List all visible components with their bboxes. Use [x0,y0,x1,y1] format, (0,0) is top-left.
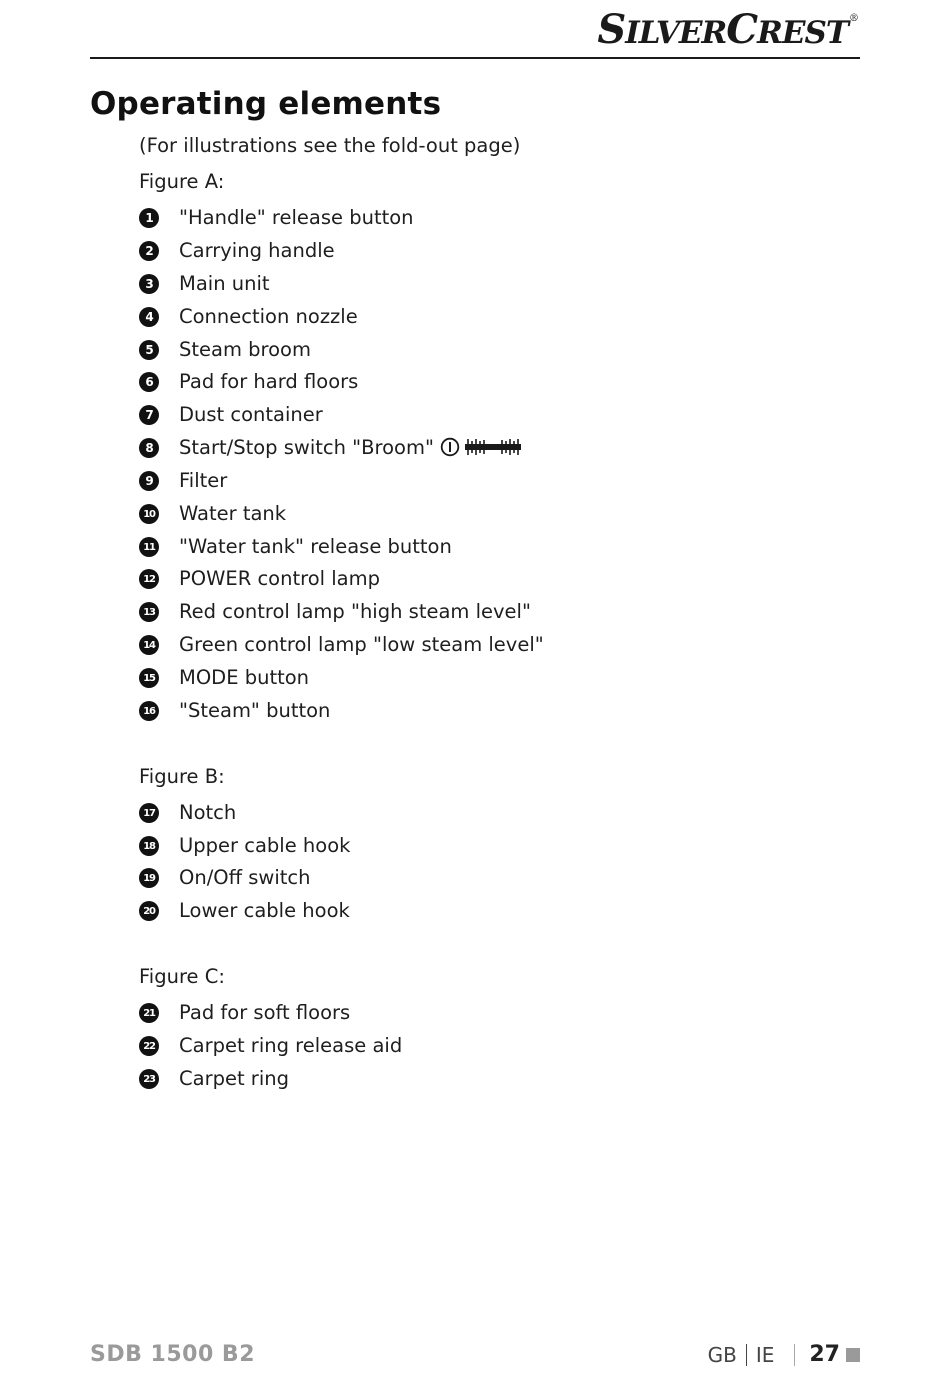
item-label: Pad for hard floors [179,370,359,393]
item-number-badge: 16 [139,701,159,721]
item-label: Upper cable hook [179,834,351,857]
divider [794,1344,795,1366]
model-number: SDB 1500 B2 [90,1342,255,1367]
item-label: Connection nozzle [179,305,358,328]
item-number-badge: 11 [139,537,159,557]
item-number-badge: 12 [139,569,159,589]
power-symbol-icon [440,437,460,457]
item-number-badge: 20 [139,901,159,921]
item-number-badge: 23 [139,1069,159,1089]
item-number-badge: 18 [139,836,159,856]
fold-out-note: (For illustrations see the fold-out page) [139,134,521,157]
figure-c-heading: Figure C: [139,965,225,988]
item-number-badge: 22 [139,1036,159,1056]
language-ie: IE [755,1342,775,1367]
page-number: 27 [809,1342,840,1367]
switch-symbols [440,437,521,457]
item-number-badge: 13 [139,602,159,622]
brand-letters: REST [757,15,848,51]
registered-mark: ® [849,13,858,24]
item-label: Filter [179,469,228,492]
item-label: Pad for soft floors [179,1001,351,1024]
item-number-badge: 4 [139,307,159,327]
item-label: Red control lamp "high steam level" [179,600,531,623]
item-label: Green control lamp "low steam level" [179,633,544,656]
item-number-badge: 3 [139,274,159,294]
item-label: Carpet ring [179,1067,289,1090]
item-label: "Handle" release button [179,206,414,229]
figure-b-heading: Figure B: [139,765,225,788]
item-label: "Water tank" release button [179,535,452,558]
item-number-badge: 8 [139,438,159,458]
item-label: Lower cable hook [179,899,350,922]
item-number-badge: 21 [139,1003,159,1023]
footer-page-info [708,1342,860,1367]
item-label: Start/Stop switch "Broom" [179,436,434,459]
item-number-badge: 15 [139,668,159,688]
item-label: Main unit [179,272,270,295]
item-label: Notch [179,801,237,824]
brand-logo [597,6,858,53]
item-label: "Steam" button [179,699,331,722]
language-gb: GB [707,1342,737,1367]
item-number-badge: 6 [139,372,159,392]
item-number-badge: 1 [139,208,159,228]
item-label: MODE button [179,666,310,689]
brand-letter: S [597,6,626,53]
item-number-badge: 2 [139,241,159,261]
brand-letter: C [726,6,758,53]
item-label: POWER control lamp [179,567,380,590]
broom-brush-icon [465,438,521,456]
item-number-badge: 9 [139,471,159,491]
item-label: Carrying handle [179,239,335,262]
item-number-badge: 14 [139,635,159,655]
figure-a-heading: Figure A: [139,170,225,193]
item-number-badge: 19 [139,868,159,888]
divider [746,1344,747,1366]
item-label: Steam broom [179,338,311,361]
item-label: On/Off switch [179,866,311,889]
page-title: Operating elements [90,86,442,122]
item-label: Carpet ring release aid [179,1034,403,1057]
item-number-badge: 7 [139,405,159,425]
item-number-badge: 17 [139,803,159,823]
item-row-start-stop [179,436,521,460]
brand-letters: ILVER [625,15,727,51]
page-marker-square [846,1348,860,1362]
header-rule [90,57,860,59]
item-number-badge: 10 [139,504,159,524]
item-label: Dust container [179,403,323,426]
item-label: Water tank [179,502,287,525]
item-number-badge: 5 [139,340,159,360]
